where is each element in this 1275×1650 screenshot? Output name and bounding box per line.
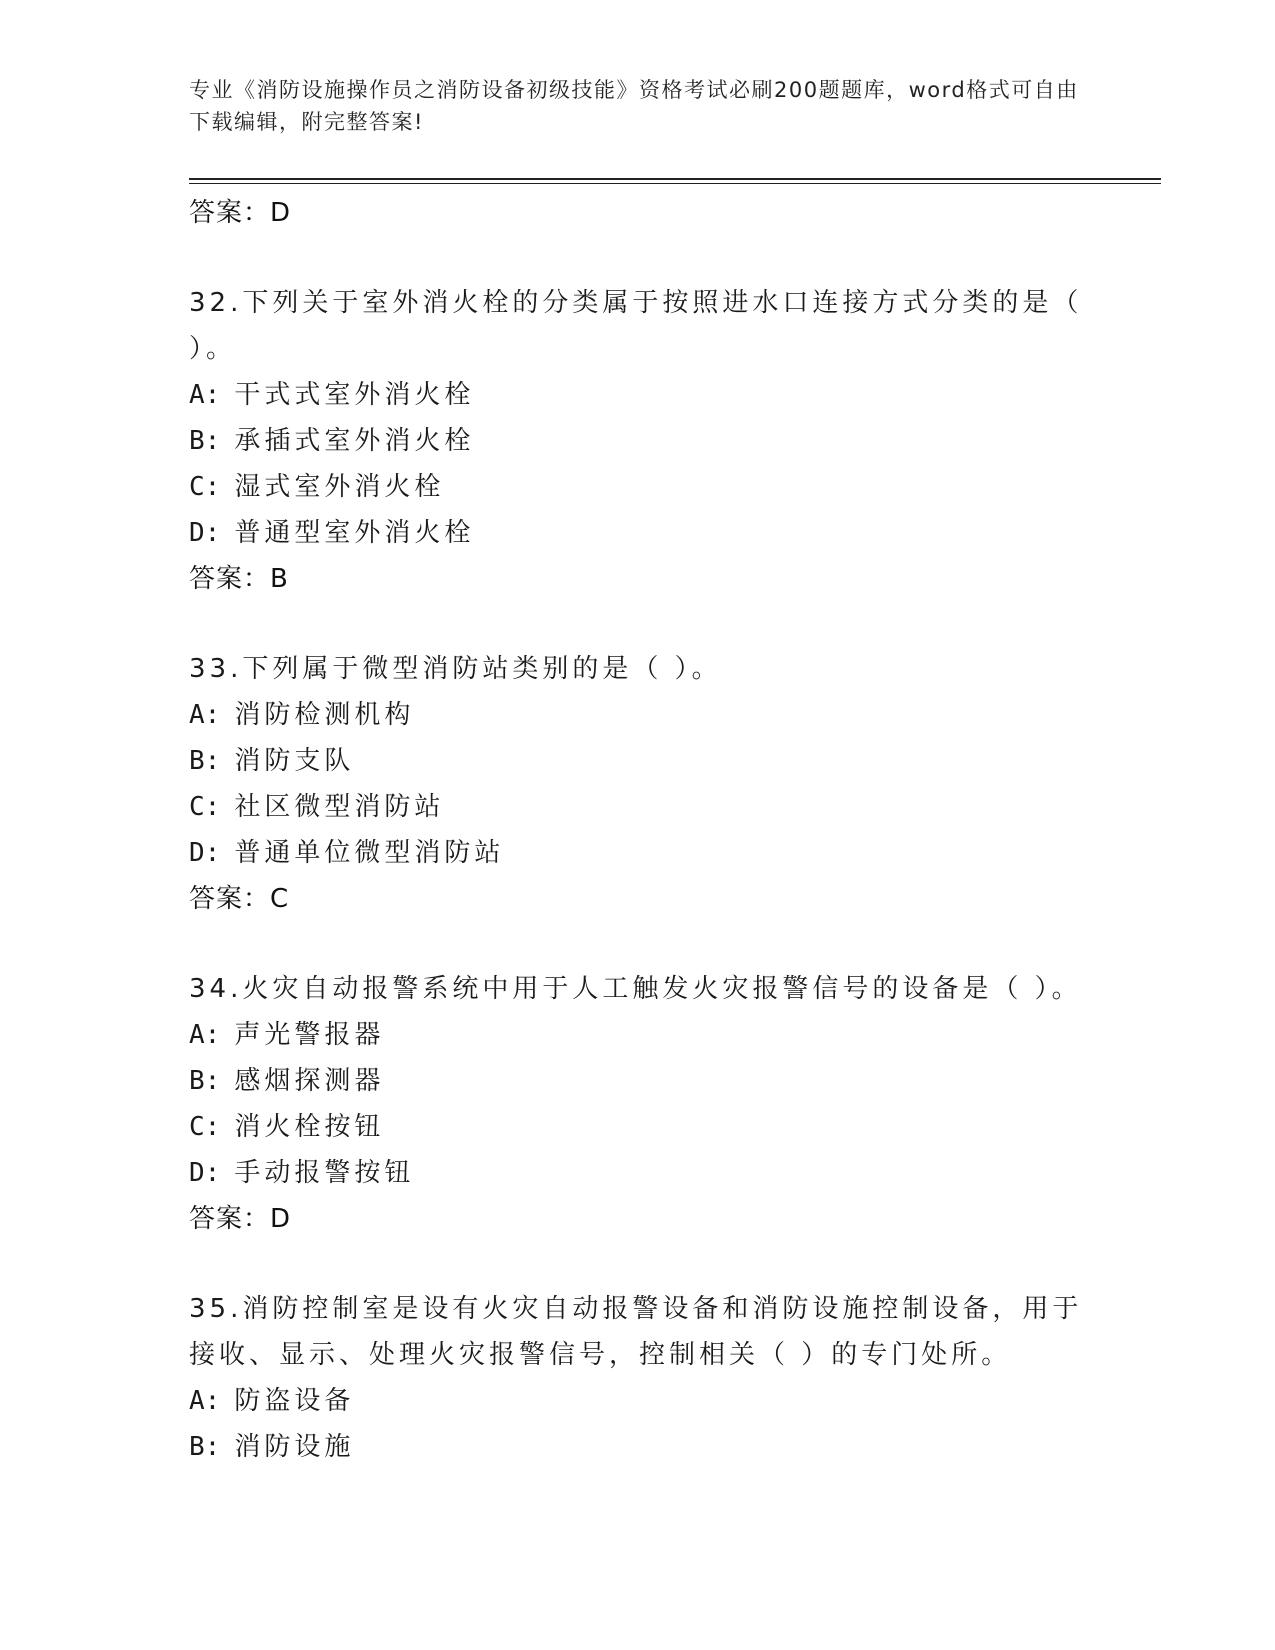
- header-divider-thin: [189, 183, 1161, 184]
- option-text: 普通单位微型消防站: [234, 838, 505, 868]
- option-b: [189, 1058, 1089, 1104]
- question-34: [189, 966, 1089, 1242]
- option-a: [189, 1012, 1089, 1058]
- option-a: [189, 692, 1089, 738]
- option-c: [189, 464, 1089, 510]
- option-letter: A:: [189, 1386, 221, 1416]
- option-text: 消防设施: [234, 1432, 355, 1462]
- option-letter: B:: [189, 426, 221, 456]
- option-b: [189, 418, 1089, 464]
- option-d: [189, 830, 1089, 876]
- option-d: [189, 1150, 1089, 1196]
- header-divider-thick: [189, 178, 1161, 180]
- document-header: 专业《消防设施操作员之消防设备初级技能》资格考试必刷200题题库，word格式可自由下载编辑，附完整答案!: [189, 78, 1079, 134]
- option-letter: B:: [189, 746, 221, 776]
- option-text: 感烟探测器: [234, 1066, 385, 1096]
- option-text: 消防支队: [234, 746, 355, 776]
- question-stem: 35.消防控制室是设有火灾自动报警设备和消防设施控制设备，用于接收、显示、处理火灾报警信号，控制相关（ ）的专门处所。: [189, 1294, 1083, 1370]
- option-letter: A:: [189, 380, 221, 410]
- option-c: [189, 784, 1089, 830]
- option-letter: C:: [189, 1112, 221, 1142]
- option-text: 承插式室外消火栓: [234, 426, 475, 456]
- answer: 答案：C: [189, 884, 290, 914]
- option-letter: C:: [189, 472, 221, 502]
- option-b: [189, 1424, 1089, 1470]
- question-stem: 34.火灾自动报警系统中用于人工触发火灾报警信号的设备是（ ）。: [189, 974, 1082, 1004]
- question-32: [189, 280, 1089, 602]
- option-letter: B:: [189, 1066, 221, 1096]
- option-text: 防盗设备: [234, 1386, 355, 1416]
- option-text: 干式式室外消火栓: [234, 380, 475, 410]
- option-text: 社区微型消防站: [234, 792, 445, 822]
- option-text: 手动报警按钮: [234, 1158, 415, 1188]
- answer: 答案：D: [189, 1204, 292, 1234]
- option-letter: D:: [189, 1158, 221, 1188]
- option-letter: C:: [189, 792, 221, 822]
- option-d: [189, 510, 1089, 556]
- option-text: 消火栓按钮: [234, 1112, 385, 1142]
- option-letter: A:: [189, 1020, 221, 1050]
- option-letter: B:: [189, 1432, 221, 1462]
- option-a: [189, 1378, 1089, 1424]
- option-letter: D:: [189, 838, 221, 868]
- question-stem: 32.下列关于室外消火栓的分类属于按照进水口连接方式分类的是（ ）。: [189, 288, 1083, 364]
- option-c: [189, 1104, 1089, 1150]
- answer: 答案：B: [189, 564, 289, 594]
- option-text: 消防检测机构: [234, 700, 415, 730]
- option-letter: D:: [189, 518, 221, 548]
- question-33: [189, 646, 1089, 922]
- question-stem: 33.下列属于微型消防站类别的是（ ）。: [189, 654, 722, 684]
- option-text: 湿式室外消火栓: [234, 472, 445, 502]
- question-list: [189, 190, 1089, 1470]
- previous-answer: 答案：D: [189, 198, 292, 228]
- option-text: 声光警报器: [234, 1020, 385, 1050]
- option-a: [189, 372, 1089, 418]
- option-text: 普通型室外消火栓: [234, 518, 475, 548]
- option-letter: A:: [189, 700, 221, 730]
- option-b: [189, 738, 1089, 784]
- question-35: [189, 1286, 1089, 1470]
